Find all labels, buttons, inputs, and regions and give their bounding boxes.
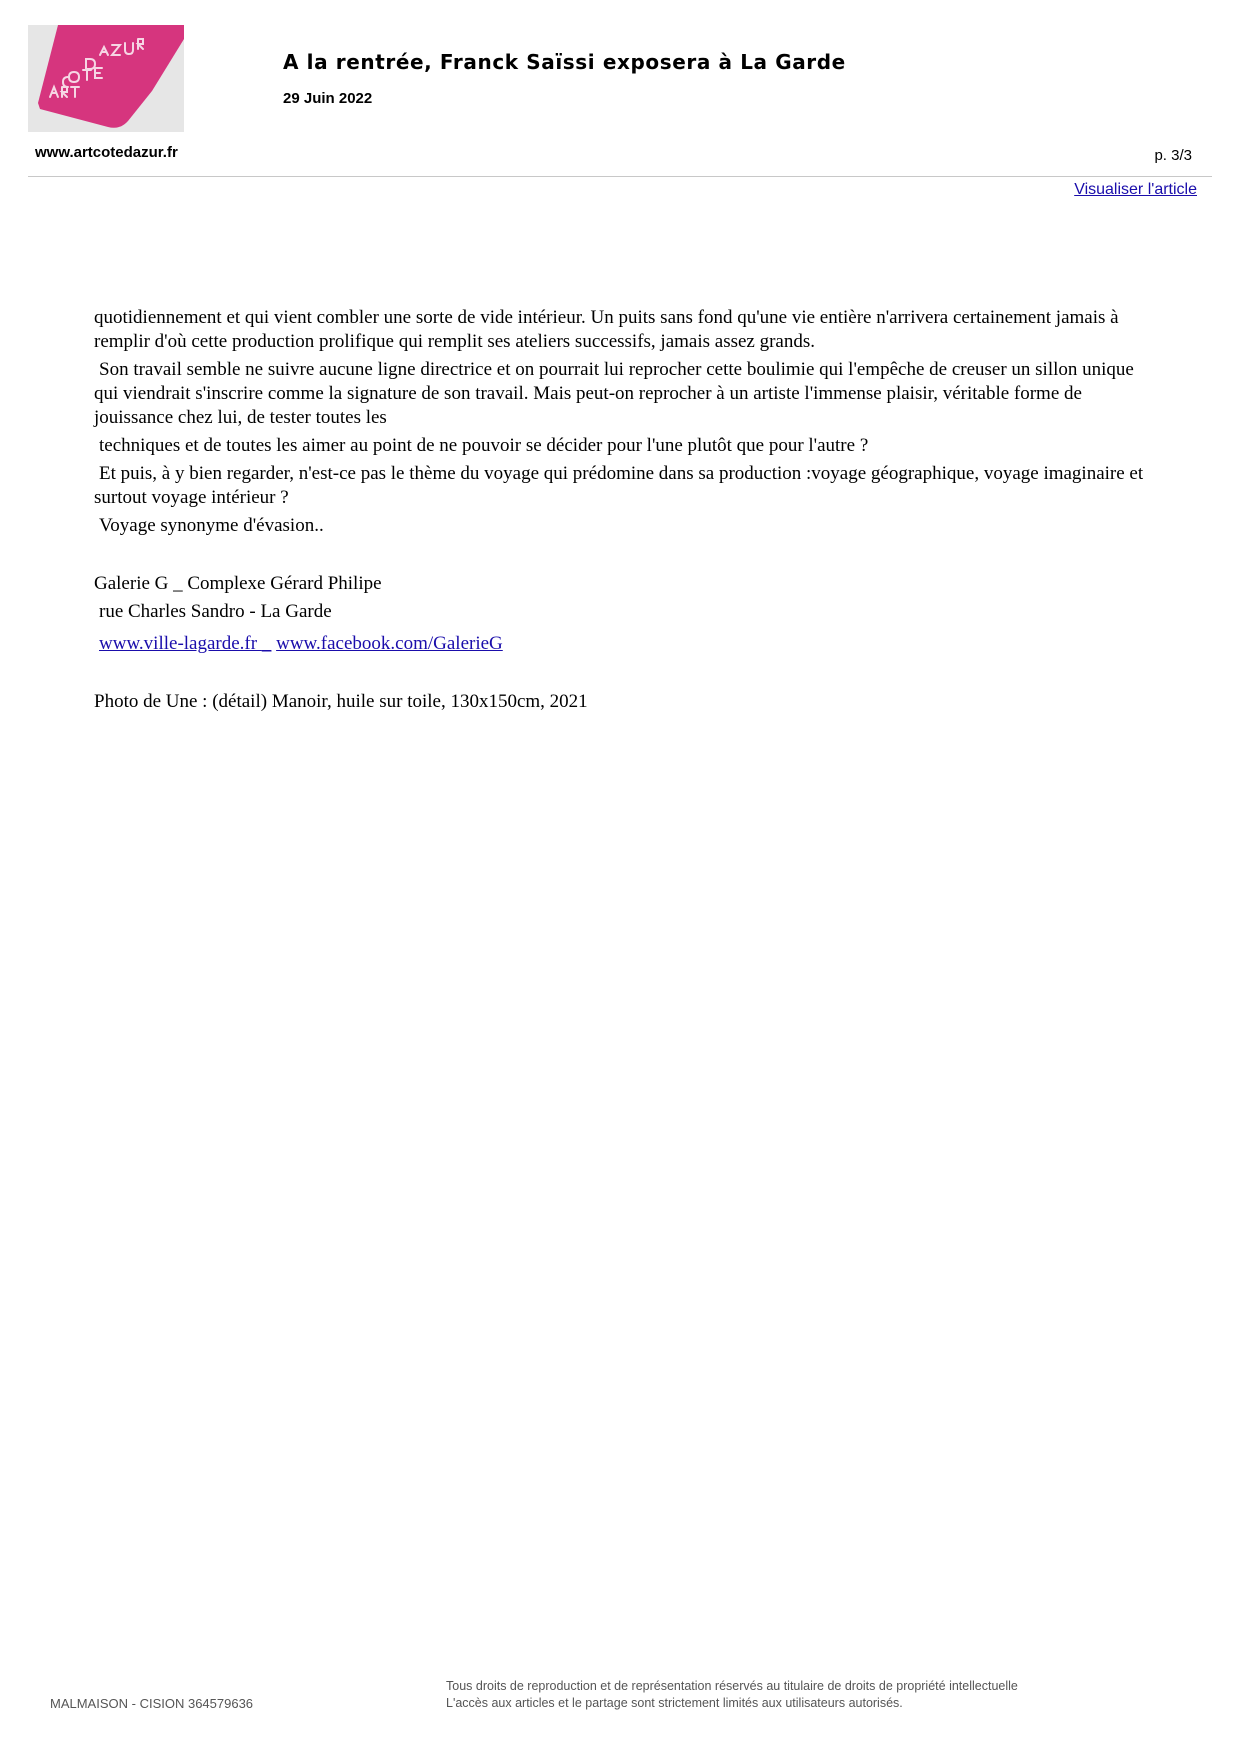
paragraph: Voyage synonyme d'évasion..: [99, 515, 324, 536]
facebook-galerie-link[interactable]: www.facebook.com/GalerieG: [276, 633, 503, 654]
paragraph: techniques et de toutes les aimer au point de ne pouvoir se décider pour l'une plutôt que pour l'autre ?: [99, 435, 869, 456]
publication-logo: [28, 25, 184, 132]
paragraph: quotidiennement et qui vient combler une sorte de vide intérieur. Un puits sans fond qu'une vie entière n'arrivera certainement jamais à remplir d'où cette production prolifique qui remplit ses ateliers successifs, jamais assez grands.: [94, 307, 1119, 352]
view-article-link[interactable]: Visualiser l'article: [1074, 181, 1197, 198]
spacer: [94, 538, 1156, 572]
article-date: 29 Juin 2022: [283, 90, 373, 107]
article-title: A la rentrée, Franck Saïssi exposera à La Garde: [283, 50, 846, 74]
paragraph: Son travail semble ne suivre aucune ligne directrice et on pourrait lui reprocher cette boulimie qui l'empêche de creuser un sillon unique qui viendrait s'inscrire comme la signature de son travail. Mais peut-on reprocher à un artiste l'immense plaisir, véritable forme de jouissance chez lui, de tester toutes les: [94, 359, 1134, 428]
header-divider: [28, 176, 1212, 177]
link-separator: _: [261, 633, 272, 654]
source-site: www.artcotedazur.fr: [35, 144, 178, 161]
gallery-links: [94, 632, 1156, 656]
footer-source-id: MALMAISON - CISION 364579636: [50, 1696, 254, 1711]
photo-caption: Photo de Une : (détail) Manoir, huile sur toile, 130x150cm, 2021: [94, 691, 588, 712]
gallery-address: rue Charles Sandro - La Garde: [99, 601, 332, 622]
paragraph: Et puis, à y bien regarder, n'est-ce pas le thème du voyage qui prédomine dans sa production :voyage géographique, voyage imaginaire et surtout voyage intérieur ?: [94, 463, 1144, 508]
page-number: p. 3/3: [1154, 147, 1192, 164]
ville-lagarde-link[interactable]: www.ville-lagarde.fr: [99, 633, 262, 654]
logo-graphic: [28, 25, 184, 132]
copyright-line-1: Tous droits de reproduction et de représentation réservés au titulaire de droits de propriété intellectuelle: [446, 1679, 1018, 1693]
article-body: [94, 306, 1156, 714]
footer-copyright: [446, 1678, 1018, 1712]
copyright-line-2: L'accès aux articles et le partage sont strictement limités aux utilisateurs autorisés.: [446, 1696, 903, 1710]
gallery-name: Galerie G _ Complexe Gérard Philipe: [94, 573, 382, 594]
